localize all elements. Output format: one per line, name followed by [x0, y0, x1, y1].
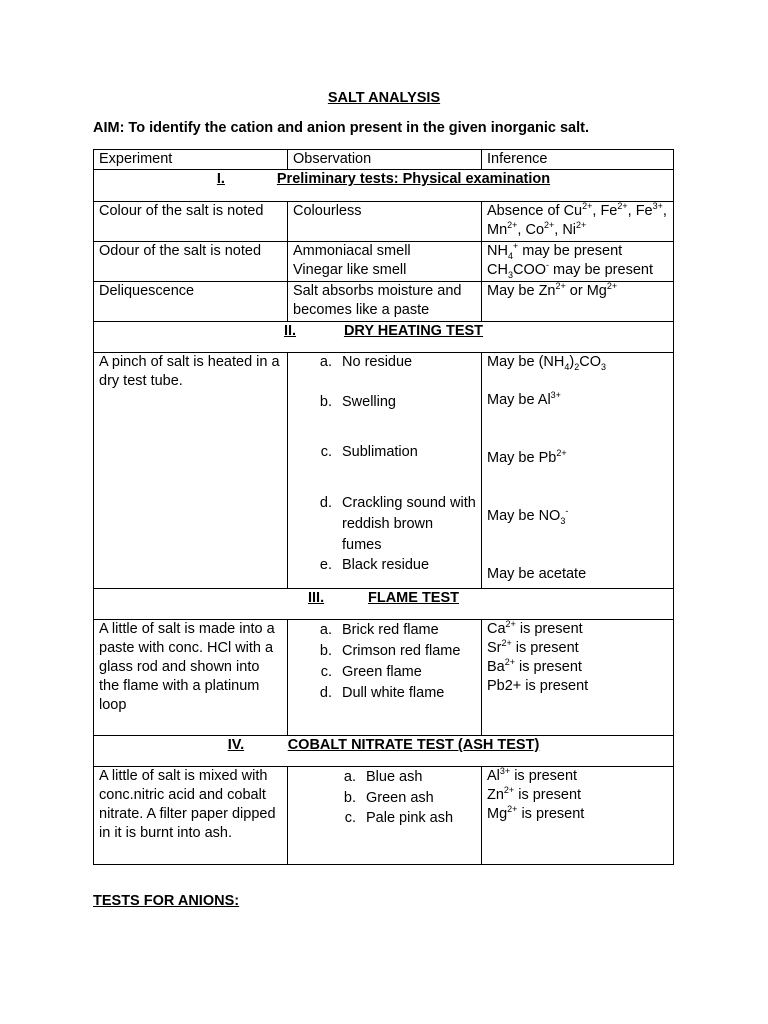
inference-line: $Zn^{2+}$ is present	[487, 785, 582, 803]
inference-line: May be acetate	[487, 566, 587, 582]
inference-line: $Al^{3+}$ is present	[487, 766, 578, 784]
list-item: c. Green flame	[320, 664, 422, 680]
inference-line: May be $Al^{3+}$	[487, 390, 561, 408]
inference-line: $NH_4^+$ may be present	[487, 241, 623, 261]
inference-line: $Sr^{2+}$ is present	[487, 638, 579, 656]
section-row	[94, 589, 674, 620]
inference-line: Pb2+ is present	[487, 678, 589, 694]
experiment-cell: A pinch of salt is heated in a dry test tube.	[94, 353, 288, 589]
section-row	[94, 736, 674, 767]
table-row	[94, 282, 674, 322]
list-item: a. Blue ash	[343, 769, 423, 785]
list-item: b. Swelling	[319, 394, 396, 410]
experiment-cell: Colour of the salt is noted	[94, 202, 288, 242]
observation-cell	[288, 353, 482, 589]
observation-cell	[288, 767, 482, 865]
section-heading-flame	[94, 589, 674, 620]
inference-cell	[482, 353, 674, 589]
header-experiment: Experiment	[94, 150, 288, 170]
observation-line: Ammoniacal smell	[293, 243, 411, 259]
list-item: d. Dull white flame	[319, 685, 445, 701]
inference-cell	[482, 242, 674, 282]
page-title: SALT ANALYSIS	[327, 90, 441, 106]
section-heading-preliminary	[94, 170, 674, 202]
inference-line: May be $NO_3^-$	[487, 506, 569, 526]
observation-list	[332, 767, 476, 829]
list-item: d. Crackling sound with reddish brown fumes	[319, 495, 476, 553]
observation-list	[308, 353, 476, 575]
section-row	[94, 170, 674, 202]
list-item: b. Crimson red flame	[319, 643, 461, 659]
header-inference: Inference	[482, 150, 674, 170]
aim-statement: AIM: To identify the cation and anion present in the given inorganic salt.	[93, 120, 589, 136]
experiment-cell: Odour of the salt is noted	[94, 242, 288, 282]
observation-cell	[288, 620, 482, 736]
list-item: c. Sublimation	[320, 444, 418, 460]
observation-line: Vinegar like smell	[293, 262, 407, 278]
section-title: DRY HEATING TEST	[343, 323, 484, 339]
inference-cell: Absence of $Cu^{2+}$, $Fe^{2+}$, $Fe^{3+}$, $Mn^{2+}$, $Co^{2+}$, $Ni^{2+}$	[482, 202, 674, 242]
experiment-cell: A little of salt is made into a paste with conc. HCl with a glass rod and shown into the flame with a platinum loop	[94, 620, 288, 736]
inference-line: May be $(NH_4)_2CO_3$	[487, 354, 606, 372]
list-item: a. Brick red flame	[319, 622, 439, 638]
experiment-cell: A little of salt is mixed with conc.nitric acid and cobalt nitrate. A filter paper dipped in it is burnt into ash.	[94, 767, 288, 865]
list-item: a. No residue	[319, 354, 413, 370]
section-title: COBALT NITRATE TEST (ASH TEST)	[287, 737, 540, 753]
table-row	[94, 242, 674, 282]
inference-line: May be $Pb^{2+}$	[487, 448, 567, 466]
section-title: FLAME TEST	[367, 590, 460, 606]
section-row	[94, 322, 674, 353]
header-observation: Observation	[288, 150, 482, 170]
table-row	[94, 767, 674, 865]
section-heading-dry-heating	[94, 322, 674, 353]
section-number: I.	[216, 171, 225, 187]
section-number: IV.	[227, 737, 245, 753]
header-row	[94, 150, 674, 170]
inference-line: $Ca^{2+}$ is present	[487, 619, 583, 637]
list-item: e. Black residue	[319, 557, 430, 573]
section-heading-cobalt	[94, 736, 674, 767]
table-row	[94, 620, 674, 736]
observation-cell: Colourless	[288, 202, 482, 242]
table-row	[94, 353, 674, 589]
inference-line: $Ba^{2+}$ is present	[487, 657, 582, 675]
section-number: III.	[307, 590, 325, 606]
table-row	[94, 202, 674, 242]
tests-for-anions-heading: TESTS FOR ANIONS:	[93, 893, 240, 909]
inference-line: $Mg^{2+}$ is present	[487, 804, 585, 822]
observation-cell	[288, 242, 482, 282]
section-number: II.	[283, 323, 297, 339]
salt-analysis-table	[93, 149, 674, 865]
section-title: Preliminary tests: Physical examination	[276, 171, 551, 187]
inference-cell	[482, 767, 674, 865]
list-item: c. Pale pink ash	[344, 810, 454, 826]
list-item: b. Green ash	[343, 789, 434, 806]
experiment-cell: Deliquescence	[94, 282, 288, 322]
observation-list	[308, 620, 476, 704]
inference-line: $CH_3COO^-$ may be present	[487, 260, 653, 280]
observation-cell: Salt absorbs moisture and becomes like a paste	[288, 282, 482, 322]
inference-cell: May be $Zn^{2+}$ or $Mg^{2+}$	[482, 282, 674, 322]
inference-cell	[482, 620, 674, 736]
